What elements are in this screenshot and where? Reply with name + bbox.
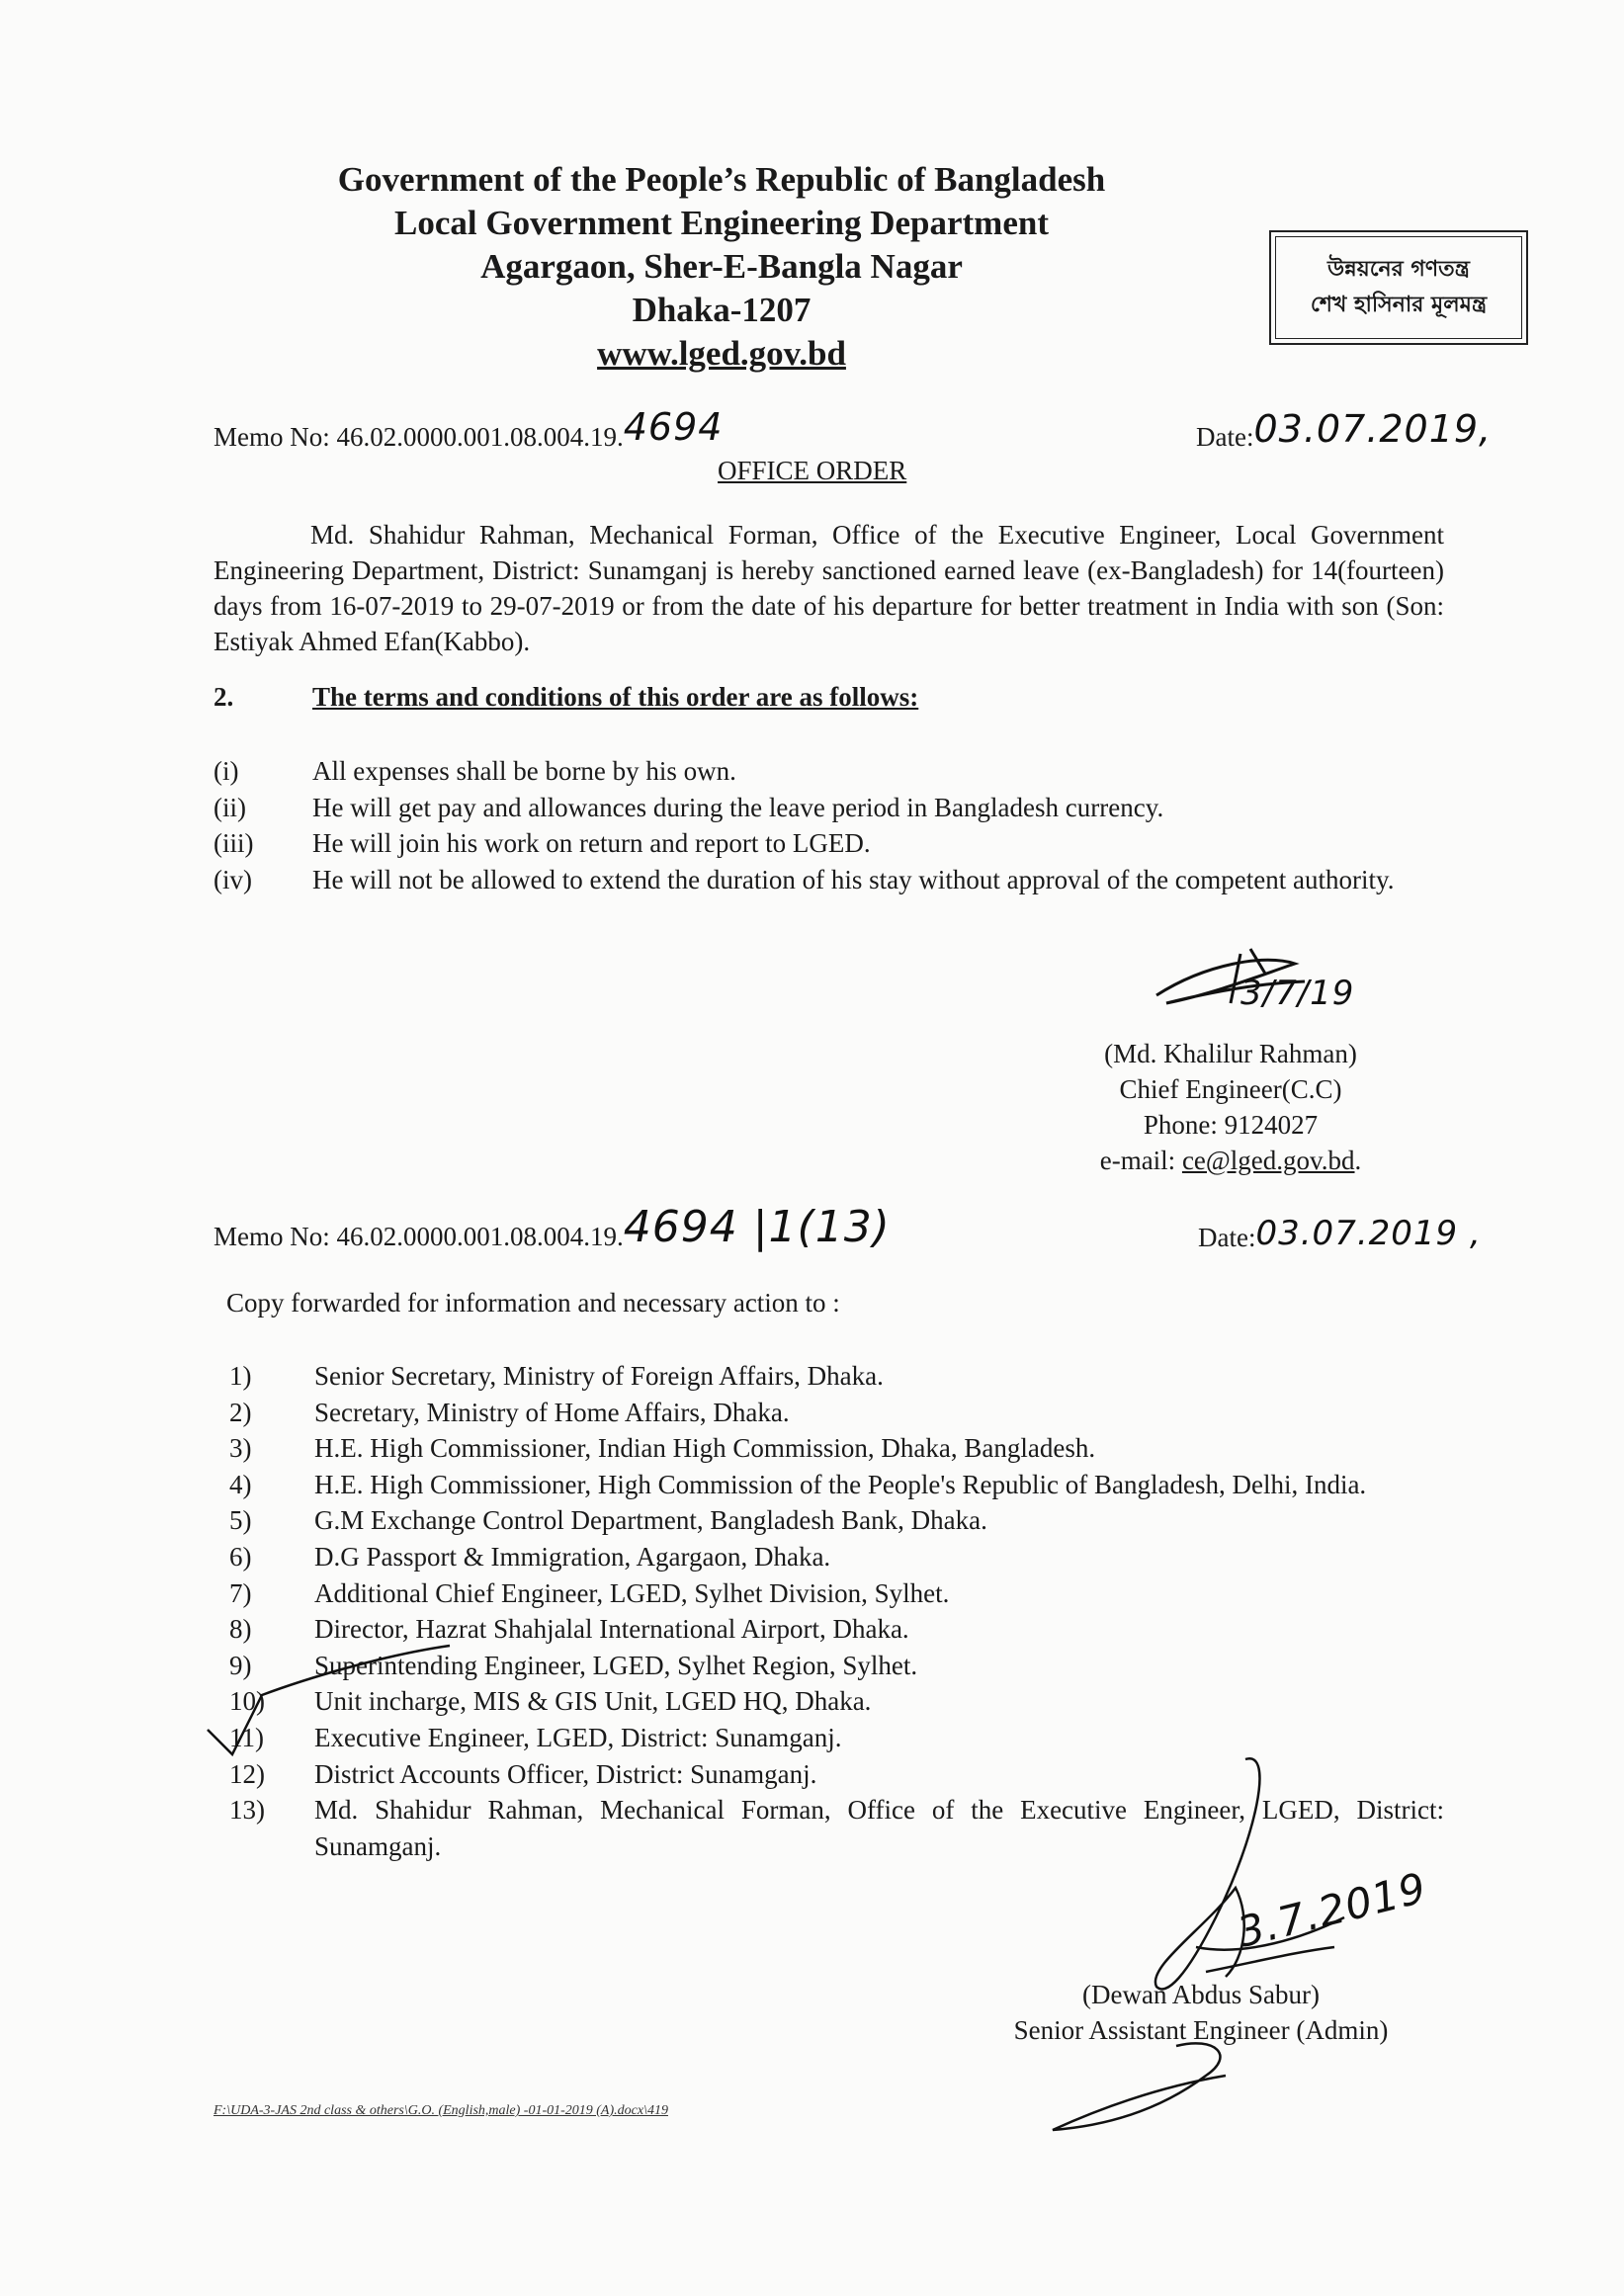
list-item: 1) Senior Secretary, Ministry of Foreign Affairs, Dhaka. <box>229 1361 884 1391</box>
list-item: 2) Secretary, Ministry of Home Affairs, Dhaka. <box>229 1397 790 1427</box>
header-department: Local Government Engineering Department <box>394 204 1049 242</box>
section-2-number: 2. <box>214 682 234 712</box>
memo-date-label-2: Date: <box>1198 1223 1256 1252</box>
list-item: (iii) He will join his work on return and report to LGED. <box>214 828 871 858</box>
signatory-1-email[interactable]: ce@lged.gov.bd <box>1181 1146 1355 1175</box>
list-item: 4) H.E. High Commissioner, High Commission of the People's Republic of Bangladesh, Delhi, India. <box>229 1469 1367 1499</box>
list-item: 5) G.M Exchange Control Department, Bangladesh Bank, Dhaka. <box>229 1505 987 1536</box>
list-item: 10) Unit incharge, MIS & GIS Unit, LGED HQ, Dhaka. <box>229 1686 872 1717</box>
list-item: (ii) He will get pay and allowances during the leave period in Bangladesh currency. <box>214 792 1164 822</box>
signatory-2-designation: Senior Assistant Engineer (Admin) <box>1013 2015 1389 2045</box>
signatory-2-name: (Dewan Abdus Sabur) <box>1082 1980 1320 2009</box>
slogan-inner <box>1275 236 1522 339</box>
copy-forwarded-line: Copy forwarded for information and necessary action to : <box>226 1288 840 1318</box>
slogan-line-1: উন্নয়নের গণতন্ত্র <box>1327 257 1470 282</box>
list-item: 13) Md. Shahidur Rahman, Mechanical Forman, Office of the Executive Engineer, LGED, District: Sunamganj. <box>229 1795 1444 1861</box>
memo-date-label-1: Date: <box>1196 422 1254 452</box>
header-government: Government of the People’s Republic of Bangladesh <box>337 160 1106 199</box>
terms-list <box>214 753 1444 897</box>
list-item: 12) District Accounts Officer, District: Sunamganj. <box>229 1758 817 1789</box>
memo-handwritten-date-2: 03.07.2019 , <box>1255 1214 1482 1253</box>
memo-number-2 <box>214 1202 891 1254</box>
header-address: Agargaon, Sher-E-Bangla Nagar <box>480 247 963 286</box>
list-item: 11) Executive Engineer, LGED, District: Sunamganj. <box>229 1722 842 1752</box>
signatory-1-name: (Md. Khalilur Rahman) <box>1104 1039 1357 1068</box>
memo-number-1 <box>214 405 724 455</box>
memo-handwritten-number-2: 4694 |1(13) <box>623 1202 891 1252</box>
order-body-paragraph: Md. Shahidur Rahman, Mechanical Forman, Office of the Executive Engineer, Local Government Engineering Department, District: Sunamganj is hereby sanctioned earned leave (ex-Bangladesh) for 14(fourteen) days from 16-07-2019 to 29-07-2019 or from the date of his departure for better treatment in India with son (Son: Estiyak Ahmed Efan(Kabbo). <box>214 520 1444 656</box>
letterhead <box>297 158 1147 376</box>
memo-date-2 <box>1198 1214 1482 1255</box>
signatory-1-block <box>1077 1036 1384 1178</box>
signatory-1-email-line: e-mail: ce@lged.gov.bd. <box>1099 1146 1362 1175</box>
section-2-title: The terms and conditions of this order are as follows: <box>312 682 919 712</box>
memo-label-2: Memo No: 46.02.0000.001.08.004.19. <box>214 1222 624 1251</box>
slogan-box <box>1269 230 1528 345</box>
list-item: 9) Superintending Engineer, LGED, Sylhet Region, Sylhet. <box>229 1650 918 1680</box>
header-city: Dhaka-1207 <box>632 291 812 329</box>
list-item: (i) All expenses shall be borne by his own. <box>214 756 736 786</box>
list-item: (iv) He will not be allowed to extend the duration of his stay without approval of the competent authority. <box>214 864 1395 894</box>
memo-date-1 <box>1196 407 1493 455</box>
check-mark-scribble <box>203 1641 460 1759</box>
slogan-line-2: শেখ হাসিনার মূলমন্ত্র <box>1310 293 1488 317</box>
signature-1-date: 3/7/19 <box>1240 974 1355 1013</box>
footer-file-path: F:\UDA-3-JAS 2nd class & others\G.O. (English,male) -01-01-2019 (A).docx\419 <box>214 2103 668 2118</box>
list-item: 7) Additional Chief Engineer, LGED, Sylhet Division, Sylhet. <box>229 1577 950 1608</box>
section-2-heading <box>214 682 919 713</box>
list-item: 8) Director, Hazrat Shahjalal International Airport, Dhaka. <box>229 1614 909 1645</box>
memo-label-1: Memo No: 46.02.0000.001.08.004.19. <box>214 422 624 452</box>
signatory-1-designation: Chief Engineer(C.C) <box>1119 1074 1342 1104</box>
header-website: www.lged.gov.bd <box>597 334 846 373</box>
memo-handwritten-date-1: 03.07.2019, <box>1253 407 1493 451</box>
signatory-1-phone: Phone: 9124027 <box>1143 1110 1319 1140</box>
memo-handwritten-number-1: 4694 <box>623 405 724 449</box>
list-item: 6) D.G Passport & Immigration, Agargaon, Dhaka. <box>229 1541 831 1572</box>
signatory-2-block <box>974 1977 1428 2048</box>
list-item: 3) H.E. High Commissioner, Indian High Commission, Dhaka, Bangladesh. <box>229 1433 1096 1464</box>
signature-2-date: 3.7.2019 <box>1232 1863 1432 1957</box>
office-order-title: OFFICE ORDER <box>718 456 907 485</box>
